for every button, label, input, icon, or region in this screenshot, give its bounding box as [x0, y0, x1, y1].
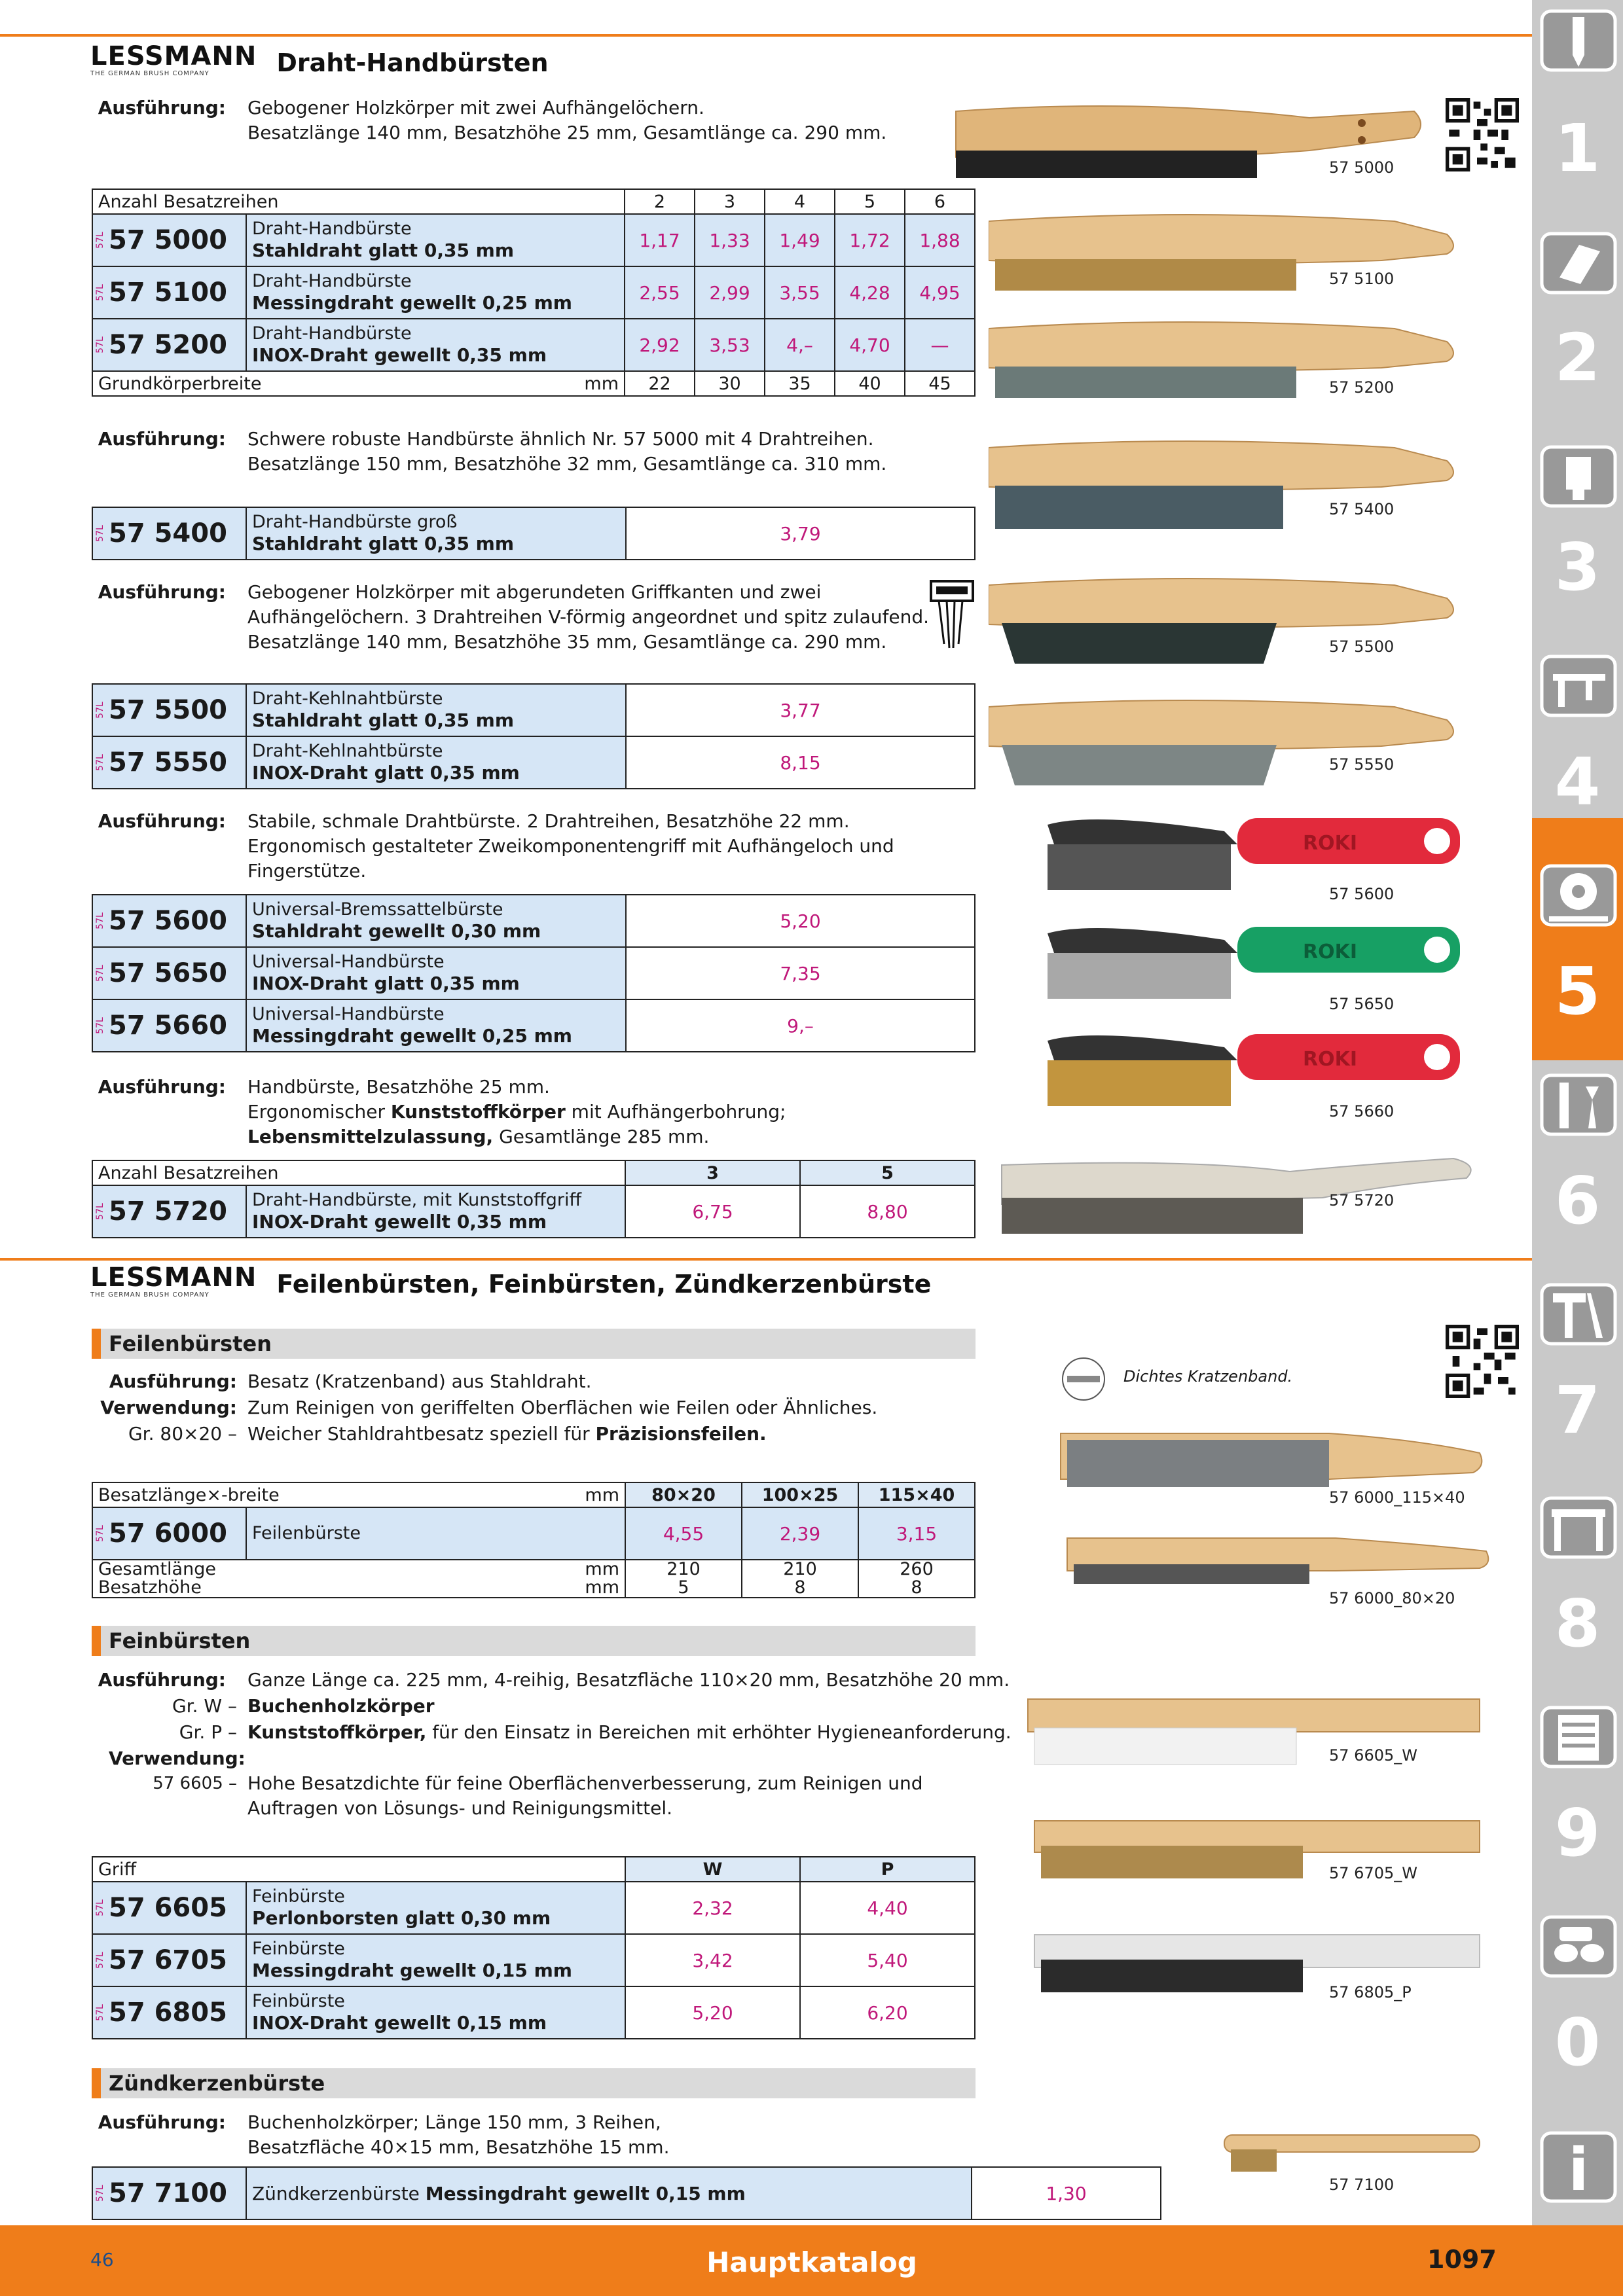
- table-row: [92, 947, 975, 999]
- article-number: 57 6705: [109, 1945, 227, 1975]
- size-label: Gr. P –: [179, 1721, 237, 1743]
- product-name: Feinbürste: [252, 1886, 345, 1907]
- article-number: 57 5660: [109, 1011, 227, 1041]
- price-cell: 3,42: [625, 1934, 800, 1986]
- footer-label: Gesamtlänge: [98, 1559, 216, 1579]
- product-spec: Messingdraht gewellt 0,25 mm: [252, 292, 572, 314]
- col-header: 100×25: [742, 1482, 858, 1507]
- price-cell: 5,20: [626, 895, 975, 947]
- tool-cabinet-icon[interactable]: [1540, 1706, 1617, 1768]
- description-line: Ganze Länge ca. 225 mm, 4-reihig, Besatzfläche 110×20 mm, Besatzhöhe 20 mm.: [247, 1669, 1010, 1691]
- price-cell: 3,15: [858, 1507, 975, 1560]
- image-caption: 57 6000_80×20: [1329, 1589, 1455, 1607]
- table-row: [92, 1934, 975, 1986]
- footer-value: 8: [911, 1577, 922, 1598]
- unit-label: mm: [585, 1484, 619, 1505]
- brush-image-575400: [989, 435, 1473, 533]
- price-table-576000: [92, 1482, 976, 1598]
- col-header: 5: [835, 189, 905, 214]
- supplier-code: 57L: [95, 336, 105, 353]
- supplier-code: 57L: [95, 912, 105, 929]
- section-header-file-brushes: [90, 1265, 931, 1299]
- header-rule: [0, 1258, 1532, 1261]
- footer-value: 210: [783, 1559, 817, 1579]
- product-name: Draht-Handbürste, mit Kunststoffgriff: [252, 1190, 582, 1210]
- brush-image-575660: [1028, 1021, 1486, 1119]
- price-cell: 2,55: [625, 266, 695, 319]
- brush-image-575600: [1028, 805, 1486, 903]
- footer-value: 5: [678, 1577, 689, 1598]
- article-number: 57 5100: [109, 278, 227, 308]
- subsection-bar-feinbuersten: [92, 1626, 976, 1656]
- caliper-icon[interactable]: [1540, 655, 1617, 717]
- supplier-code: 57L: [95, 1525, 105, 1542]
- product-spec: Stahldraht glatt 0,35 mm: [252, 709, 515, 731]
- product-spec: Perlonborsten glatt 0,30 mm: [252, 1907, 551, 1929]
- sidebar-chapter-9[interactable]: 9: [1554, 1795, 1601, 1871]
- price-cell: 5,20: [625, 1986, 800, 2039]
- supplier-code: 57L: [95, 284, 105, 301]
- table-header-label: Anzahl Besatzreihen: [92, 189, 625, 214]
- note-text: Dichtes Kratzenband.: [1123, 1367, 1293, 1386]
- description-line: Schwere robuste Handbürste ähnlich Nr. 57 5000 mit 4 Drahtreihen.: [247, 428, 874, 450]
- product-name: Draht-Handbürste: [252, 271, 412, 291]
- supplier-code: 57L: [95, 525, 105, 542]
- col-header: 3: [625, 1160, 800, 1185]
- product-spec: Stahldraht glatt 0,35 mm: [252, 240, 515, 261]
- price-cell: 5,40: [800, 1934, 975, 1986]
- product-name: Universal-Handbürste: [252, 952, 445, 972]
- sidebar-chapter-2[interactable]: 2: [1554, 319, 1601, 396]
- lessmann-logo: [90, 43, 257, 77]
- description-line: Buchenholzkörper; Länge 150 mm, 3 Reihen,: [247, 2111, 661, 2133]
- drill-bit-icon[interactable]: [1540, 9, 1617, 72]
- label-ausfuehrung: Ausführung:: [98, 97, 226, 118]
- description-line: Besatzlänge 150 mm, Besatzhöhe 32 mm, Gesamtlänge ca. 310 mm.: [247, 453, 887, 475]
- price-cell: 4,–: [765, 319, 835, 371]
- image-caption: 57 5200: [1329, 378, 1395, 397]
- table-row: [92, 1986, 975, 2039]
- image-caption: 57 6705_W: [1329, 1864, 1417, 1882]
- brush-image-575720: [995, 1152, 1493, 1237]
- article-number: 57 7100: [109, 2178, 227, 2208]
- price-table-575720: [92, 1160, 976, 1238]
- table-row: [92, 999, 975, 1052]
- footer-value: 40: [835, 371, 905, 396]
- image-caption: 57 5000: [1329, 158, 1395, 177]
- product-name: Draht-Kehlnahtbürste: [252, 689, 443, 709]
- image-caption: 57 5100: [1329, 270, 1395, 288]
- chuck-icon[interactable]: [1540, 445, 1617, 508]
- roki-logo-text: ROKI: [1303, 941, 1358, 963]
- footer-page-code: 46: [90, 2249, 114, 2270]
- subsection-title: Zündkerzenbürste: [109, 2071, 325, 2096]
- footer-catalog-title: Hauptkatalog: [706, 2246, 917, 2278]
- price-cell: 9,–: [626, 999, 975, 1052]
- price-cell: 4,70: [835, 319, 905, 371]
- article-number: 57 5400: [109, 518, 227, 548]
- article-number: 57 5550: [109, 747, 227, 778]
- sidebar-chapter-8[interactable]: 8: [1554, 1585, 1601, 1662]
- supplier-code: 57L: [95, 1899, 105, 1916]
- sidebar-chapter-4[interactable]: 4: [1554, 744, 1601, 820]
- col-header: 5: [800, 1160, 975, 1185]
- price-cell: 8,80: [800, 1185, 975, 1238]
- image-caption: 57 5400: [1329, 500, 1395, 518]
- price-cell: 4,55: [625, 1507, 742, 1560]
- product-name: Draht-Kehlnahtbürste: [252, 741, 443, 761]
- price-cell: 2,92: [625, 319, 695, 371]
- price-cell: 1,17: [625, 214, 695, 266]
- table-row: [92, 1507, 975, 1560]
- brush-image-575650: [1028, 914, 1486, 1012]
- table-row: [92, 1185, 975, 1238]
- price-table-575000: [92, 188, 976, 397]
- grinding-disc-icon[interactable]: [1540, 864, 1617, 927]
- section-header-wire-brushes: [90, 43, 549, 77]
- brush-image-575550: [989, 694, 1473, 792]
- price-cell: 2,99: [695, 266, 765, 319]
- page-footer: [0, 2225, 1623, 2296]
- col-header: 115×40: [858, 1482, 975, 1507]
- price-table-577100: [92, 2166, 1161, 2220]
- table-row: [92, 507, 975, 560]
- supplier-code: 57L: [95, 965, 105, 982]
- price-cell: 4,95: [905, 266, 975, 319]
- brush-image-576805-p: [1028, 1931, 1486, 1996]
- footer-value: 45: [905, 371, 975, 396]
- label-ausfuehrung: Ausführung:: [98, 428, 226, 450]
- col-header: 4: [765, 189, 835, 214]
- table-row: [92, 736, 975, 789]
- image-caption: 57 5650: [1329, 995, 1395, 1013]
- footer-value: 30: [695, 371, 765, 396]
- price-cell: 1,72: [835, 214, 905, 266]
- description-line: Aufhängelöchern. 3 Drahtreihen V-förmig angeordnet und spitz zulaufend.: [247, 606, 929, 628]
- price-table-575600: [92, 894, 976, 1052]
- sidebar-chapter-6[interactable]: 6: [1554, 1162, 1601, 1239]
- brush-image-576705-w: [1028, 1817, 1486, 1882]
- price-cell: 1,33: [695, 214, 765, 266]
- description-line: Hohe Besatzdichte für feine Oberflächenverbesserung, zum Reinigen und: [247, 1772, 923, 1794]
- product-name: Universal-Bremssattelbürste: [252, 899, 503, 920]
- article-number: 57 5500: [109, 695, 227, 725]
- table-row: [92, 684, 975, 736]
- product-spec: Messingdraht gewellt 0,25 mm: [252, 1025, 572, 1047]
- col-header: 80×20: [625, 1482, 742, 1507]
- product-name: Feinbürste: [252, 1991, 345, 2011]
- footer-value: 260: [900, 1559, 934, 1579]
- article-number: 57 6605: [109, 1893, 227, 1923]
- qr-code-icon[interactable]: [1446, 98, 1519, 171]
- cutting-insert-icon[interactable]: [1540, 232, 1617, 295]
- price-cell: 3,77: [626, 684, 975, 736]
- roki-logo-text: ROKI: [1303, 832, 1358, 855]
- image-caption: 57 6805_P: [1329, 1983, 1412, 2001]
- label-verwendung: Verwendung:: [109, 1748, 246, 1769]
- product-spec: INOX-Draht gewellt 0,15 mm: [252, 2012, 547, 2034]
- description-line: Besatzfläche 40×15 mm, Besatzhöhe 15 mm.: [247, 2136, 670, 2158]
- info-icon[interactable]: [1540, 2131, 1617, 2203]
- product-spec: Stahldraht glatt 0,35 mm: [252, 533, 515, 554]
- brand-name: LESSMANN: [90, 1263, 257, 1293]
- price-cell: 7,35: [626, 947, 975, 999]
- col-header: 6: [905, 189, 975, 214]
- supplier-code: 57L: [95, 1952, 105, 1969]
- description-line: Buchenholzkörper: [247, 1695, 435, 1717]
- subsection-bar-feilenbuersten: [92, 1329, 976, 1359]
- product-name: Feilenbürste: [252, 1523, 361, 1543]
- description-line: Fingerstütze.: [247, 860, 367, 882]
- brush-image-576000-80x20: [1061, 1532, 1493, 1590]
- lessmann-logo: [90, 1265, 257, 1299]
- brush-image-575200: [989, 315, 1473, 401]
- image-caption: 57 6000_115×40: [1329, 1488, 1465, 1507]
- footer-value: 35: [765, 371, 835, 396]
- sidebar-chapter-0[interactable]: 0: [1554, 2004, 1601, 2081]
- supplier-code: 57L: [95, 1203, 105, 1220]
- price-cell: 6,20: [800, 1986, 975, 2039]
- table-row: [92, 2167, 1161, 2219]
- price-cell: 4,40: [800, 1882, 975, 1934]
- size-label: Gr. 80×20 –: [128, 1423, 237, 1444]
- price-cell: 1,88: [905, 214, 975, 266]
- description-line: Gebogener Holzkörper mit abgerundeten Griffkanten und zwei: [247, 581, 822, 603]
- sidebar-chapter-7[interactable]: 7: [1554, 1372, 1601, 1448]
- table-footer-row: [92, 371, 975, 396]
- article-number: 57 6000: [109, 1518, 227, 1549]
- col-header: 3: [695, 189, 765, 214]
- wrench-screwdriver-icon[interactable]: [1540, 1073, 1617, 1136]
- product-name: Feinbürste: [252, 1939, 345, 1959]
- sidebar-chapter-3[interactable]: 3: [1554, 529, 1601, 605]
- table-row: [92, 214, 975, 266]
- article-number: 57 5650: [109, 958, 227, 988]
- price-cell: —: [905, 319, 975, 371]
- article-number: 57 5600: [109, 906, 227, 936]
- image-caption: 57 5600: [1329, 885, 1395, 903]
- price-cell: 3,55: [765, 266, 835, 319]
- article-number: 57 5000: [109, 225, 227, 255]
- footer-page-number: 1097: [1427, 2245, 1497, 2274]
- safety-glasses-icon[interactable]: [1540, 1915, 1617, 1978]
- supplier-code: 57L: [95, 2185, 105, 2202]
- supplier-code: 57L: [95, 232, 105, 249]
- sidebar-chapter-5[interactable]: 5: [1554, 953, 1601, 1030]
- product-spec: Stahldraht gewellt 0,30 mm: [252, 920, 541, 942]
- product-spec: Messingdraht gewellt 0,15 mm: [252, 1960, 572, 1981]
- kratzenband-swatch-icon: [1061, 1356, 1106, 1402]
- description-line: Weicher Stahldrahtbesatz speziell für Präzisionsfeilen.: [247, 1423, 767, 1444]
- description-line: Zum Reinigen von geriffelten Oberflächen wie Feilen oder Ähnliches.: [247, 1397, 878, 1418]
- table-row: [92, 895, 975, 947]
- label-ausfuehrung: Ausführung:: [98, 581, 226, 603]
- price-cell: 3,79: [626, 507, 975, 560]
- description-line: Besatzlänge 140 mm, Besatzhöhe 25 mm, Gesamtlänge ca. 290 mm.: [247, 122, 887, 143]
- col-header: P: [800, 1857, 975, 1882]
- label-ausfuehrung: Ausführung:: [98, 1076, 226, 1098]
- description-line: Besatzlänge 140 mm, Besatzhöhe 35 mm, Gesamtlänge ca. 290 mm.: [247, 631, 887, 653]
- price-cell: 8,15: [626, 736, 975, 789]
- header-rule: [0, 34, 1532, 37]
- table-footer-row: [92, 1560, 975, 1598]
- article-ref-label: 57 6605 –: [153, 1774, 237, 1793]
- price-table-576605: [92, 1856, 976, 2039]
- article-number: 57 5720: [109, 1196, 227, 1227]
- article-number: 57 5200: [109, 330, 227, 360]
- description-line: Gebogener Holzkörper mit zwei Aufhängelöchern.: [247, 97, 704, 118]
- price-cell: 4,28: [835, 266, 905, 319]
- size-label: Gr. W –: [172, 1695, 237, 1717]
- product-name: Universal-Handbürste: [252, 1004, 445, 1024]
- supplier-code: 57L: [95, 702, 105, 719]
- image-caption: 57 5720: [1329, 1191, 1395, 1210]
- description-line: Besatz (Kratzenband) aus Stahldraht.: [247, 1371, 592, 1392]
- image-caption: 57 7100: [1329, 2176, 1395, 2194]
- label-ausfuehrung: Ausführung:: [98, 1669, 226, 1691]
- price-cell: 6,75: [625, 1185, 800, 1238]
- footer-value: 210: [666, 1559, 701, 1579]
- table-header-label: Anzahl Besatzreihen: [92, 1160, 625, 1185]
- brand-subtitle: THE GERMAN BRUSH COMPANY: [90, 1291, 210, 1299]
- description-line: Ergonomischer Kunststoffkörper mit Aufhängerbohrung;: [247, 1101, 786, 1122]
- table-row: [92, 319, 975, 371]
- supplier-code: 57L: [95, 1017, 105, 1034]
- brand-subtitle: THE GERMAN BRUSH COMPANY: [90, 70, 210, 77]
- label-ausfuehrung: Ausführung:: [98, 2111, 226, 2133]
- brand-name: LESSMANN: [90, 41, 257, 71]
- description-line: Handbürste, Besatzhöhe 25 mm.: [247, 1076, 550, 1098]
- image-caption: 57 6605_W: [1329, 1746, 1417, 1765]
- product-name: Draht-Handbürste groß: [252, 512, 458, 532]
- unit-label: mm: [584, 373, 619, 394]
- brush-image-575100: [989, 208, 1473, 293]
- subsection-title: Feinbürsten: [109, 1628, 251, 1653]
- table-row: [92, 266, 975, 319]
- section-title: Draht-Handbürsten: [276, 48, 549, 77]
- info-letter: i: [1568, 2136, 1589, 2203]
- workbench-icon[interactable]: [1540, 1496, 1617, 1559]
- price-cell: 2,32: [625, 1882, 800, 1934]
- sidebar-chapter-1[interactable]: 1: [1554, 110, 1601, 187]
- unit-label: mm: [585, 1577, 619, 1598]
- subsection-bar-zuendkerzenbuerste: [92, 2068, 976, 2098]
- brush-image-575500: [989, 572, 1473, 670]
- footer-label: Besatzhöhe: [98, 1577, 202, 1598]
- footer-label: Grundkörperbreite: [98, 373, 262, 394]
- brush-image-577100: [1218, 2131, 1486, 2177]
- price-cell: 3,53: [695, 319, 765, 371]
- label-ausfuehrung: Ausführung:: [98, 810, 226, 832]
- footer-value: 22: [625, 371, 695, 396]
- product-spec: INOX-Draht gewellt 0,35 mm: [252, 1211, 547, 1232]
- v-shape-brush-icon: [930, 579, 976, 651]
- section-title: Feilenbürsten, Feinbürsten, Zündkerzenbürste: [276, 1270, 932, 1299]
- pliers-hammer-icon[interactable]: [1540, 1283, 1617, 1346]
- product-spec: INOX-Draht gewellt 0,35 mm: [252, 344, 547, 366]
- footer-value: 8: [794, 1577, 806, 1598]
- table-header-label: Besatzlänge×-breite: [98, 1484, 280, 1505]
- description-line: Kunststoffkörper, für den Einsatz in Bereichen mit erhöhter Hygieneanforderung.: [247, 1721, 1012, 1743]
- product-name: Draht-Handbürste: [252, 219, 412, 239]
- table-row: [92, 1882, 975, 1934]
- subsection-title: Feilenbürsten: [109, 1331, 272, 1356]
- table-header-label: Griff: [92, 1857, 625, 1882]
- qr-code-icon[interactable]: [1446, 1325, 1519, 1398]
- price-table-575500: [92, 683, 976, 789]
- product-spec: INOX-Draht glatt 0,35 mm: [252, 973, 520, 994]
- article-number: 57 6805: [109, 1998, 227, 2028]
- image-caption: 57 5550: [1329, 755, 1395, 774]
- supplier-code: 57L: [95, 2004, 105, 2021]
- product-spec: INOX-Draht glatt 0,35 mm: [252, 762, 520, 783]
- description-line: Lebensmittelzulassung, Gesamtlänge 285 mm.: [247, 1126, 710, 1147]
- description-line: Auftragen von Lösungs- und Reinigungsmittel.: [247, 1797, 673, 1819]
- product-name: Draht-Handbürste: [252, 323, 412, 344]
- supplier-code: 57L: [95, 754, 105, 771]
- image-caption: 57 5500: [1329, 637, 1395, 656]
- col-header: 2: [625, 189, 695, 214]
- description-line: Ergonomisch gestalteter Zweikomponentengriff mit Aufhängeloch und: [247, 835, 894, 857]
- unit-label: mm: [585, 1559, 619, 1579]
- price-table-575400: [92, 507, 976, 560]
- image-caption: 57 5660: [1329, 1102, 1395, 1121]
- label-verwendung: Verwendung:: [100, 1397, 237, 1418]
- product-spec: Messingdraht gewellt 0,15 mm: [425, 2182, 746, 2204]
- description-line: Stabile, schmale Drahtbürste. 2 Drahtreihen, Besatzhöhe 22 mm.: [247, 810, 850, 832]
- price-cell: 1,49: [765, 214, 835, 266]
- label-ausfuehrung: Ausführung:: [109, 1371, 237, 1392]
- price-cell: 1,30: [972, 2167, 1161, 2219]
- col-header: W: [625, 1857, 800, 1882]
- price-cell: 2,39: [742, 1507, 858, 1560]
- roki-logo-text: ROKI: [1303, 1048, 1358, 1071]
- product-name: Zündkerzenbürste: [252, 2182, 426, 2204]
